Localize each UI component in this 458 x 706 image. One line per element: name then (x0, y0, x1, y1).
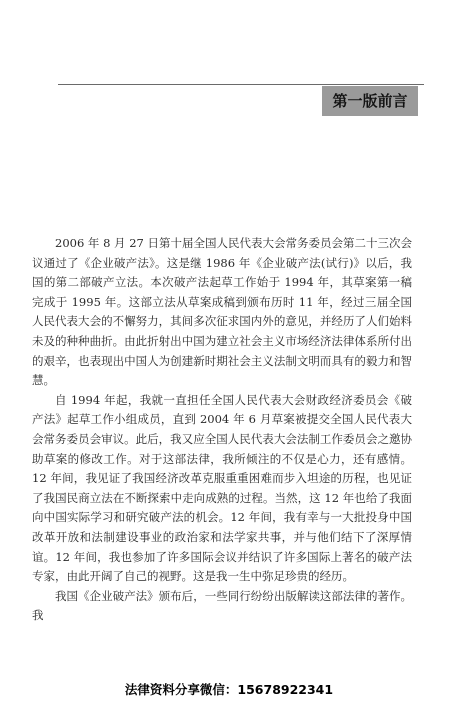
footer-watermark: 法律资料分享微信：15678922341 (124, 682, 334, 697)
header-rule (58, 84, 424, 85)
body-text (32, 234, 412, 626)
paragraph: 自 1994 年起，我就一直担任全国人民代表大会财政经济委员会《破产法》起草工作小组成员，直到 2004 年 6 月草案被提交全国人民代表大会常务委员会审议。此后，我又应全国人民代表大会法制工作委员会之邀协助草案的修改工作。对于这部法律，我所倾注的不仅是心力，还有感情。12 年间，我见证了我国经济改革克服重重困难而步入坦途的历程，也见证了我国民商立法在不断探索中走向成熟的过程。当然，这 12 年也给了我面向中国实际学习和研究破产法的机会。12 年间，我有幸与一大批投身中国改革开放和法制建设事业的政治家和法学家共事，并与他们结下了深厚情谊。12 年间，我也参加了许多国际会议并结识了许多国际上著名的破产法专家，由此开阔了自己的视野。这是我一生中弥足珍贵的经历。 (32, 392, 412, 584)
paragraph: 我国《企业破产法》颁布后，一些同行纷纷出版解读这部法律的著作。我 (32, 588, 412, 623)
page-title: 第一版前言 (322, 86, 418, 116)
paragraph: 2006 年 8 月 27 日第十届全国人民代表大会常务委员会第二十三次会议通过了《企业破产法》。这是继 1986 年《企业破产法(试行)》以后，我国的第二部破产立法。本次破产法起草工作始于 1994 年，其草案第一稿完成于 1995 年。这部立法从草案成稿到颁布历时 11 年，经过三届全国人民代表大会的不懈努力，其间多次征求国内外的意见，并经历了人们始料未及的种种曲折。由此折射出中国为建立社会主义市场经济法律体系所付出的艰辛，也表现出中国人为创建新时期社会主义法制文明而具有的毅力和智慧。 (32, 236, 412, 388)
